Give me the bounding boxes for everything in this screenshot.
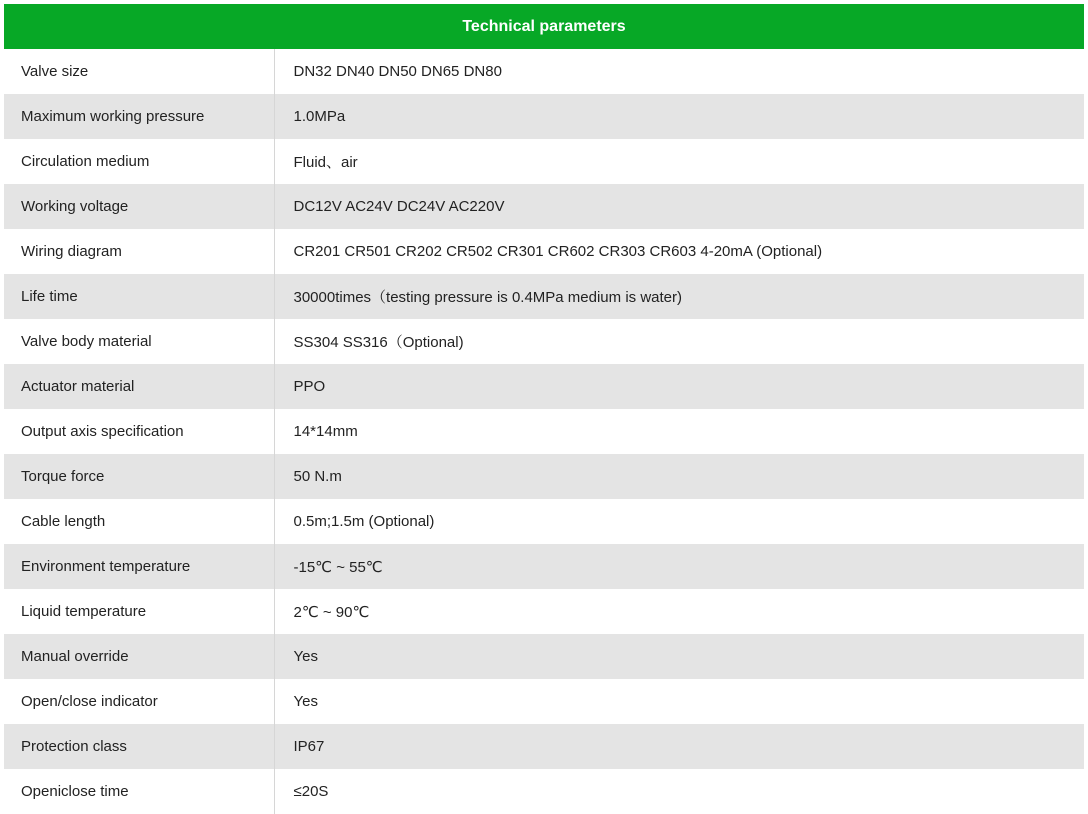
table-row (4, 679, 1084, 724)
param-value: -15℃ ~ 55℃ (274, 544, 1084, 589)
table-row (4, 49, 1084, 94)
table-row (4, 94, 1084, 139)
param-value: DN32 DN40 DN50 DN65 DN80 (274, 49, 1084, 94)
param-label: Liquid temperature (4, 589, 274, 634)
technical-parameters-table (4, 4, 1084, 814)
table-header-row (4, 4, 1084, 49)
param-value: DC12V AC24V DC24V AC220V (274, 184, 1084, 229)
param-label: Openiclose time (4, 769, 274, 814)
param-label: Manual override (4, 634, 274, 679)
param-label: Open/close indicator (4, 679, 274, 724)
table-row (4, 769, 1084, 814)
param-label: Valve body material (4, 319, 274, 364)
param-value: 2℃ ~ 90℃ (274, 589, 1084, 634)
table-row (4, 364, 1084, 409)
table-row (4, 724, 1084, 769)
param-value: 50 N.m (274, 454, 1084, 499)
table-row (4, 634, 1084, 679)
table-row (4, 229, 1084, 274)
table-row (4, 589, 1084, 634)
param-value: ≤20S (274, 769, 1084, 814)
table-row (4, 454, 1084, 499)
param-label: Working voltage (4, 184, 274, 229)
table-row (4, 184, 1084, 229)
param-value: CR201 CR501 CR202 CR502 CR301 CR602 CR303 CR603 4-20mA (Optional) (274, 229, 1084, 274)
param-label: Environment temperature (4, 544, 274, 589)
param-label: Circulation medium (4, 139, 274, 184)
table-row (4, 544, 1084, 589)
param-label: Cable length (4, 499, 274, 544)
param-label: Life time (4, 274, 274, 319)
param-label: Valve size (4, 49, 274, 94)
param-label: Torque force (4, 454, 274, 499)
table-title: Technical parameters (4, 4, 1084, 49)
param-label: Actuator material (4, 364, 274, 409)
param-label: Protection class (4, 724, 274, 769)
table-body (4, 49, 1084, 814)
table-row (4, 499, 1084, 544)
param-value: Yes (274, 679, 1084, 724)
table-row (4, 139, 1084, 184)
param-value: 1.0MPa (274, 94, 1084, 139)
param-label: Wiring diagram (4, 229, 274, 274)
table-row (4, 319, 1084, 364)
param-value: SS304 SS316（Optional) (274, 319, 1084, 364)
param-value: Fluid、air (274, 139, 1084, 184)
param-label: Maximum working pressure (4, 94, 274, 139)
param-value: IP67 (274, 724, 1084, 769)
param-value: PPO (274, 364, 1084, 409)
table-row (4, 274, 1084, 319)
table-row (4, 409, 1084, 454)
param-label: Output axis specification (4, 409, 274, 454)
param-value: 30000times（testing pressure is 0.4MPa medium is water) (274, 274, 1084, 319)
param-value: 0.5m;1.5m (Optional) (274, 499, 1084, 544)
param-value: Yes (274, 634, 1084, 679)
param-value: 14*14mm (274, 409, 1084, 454)
